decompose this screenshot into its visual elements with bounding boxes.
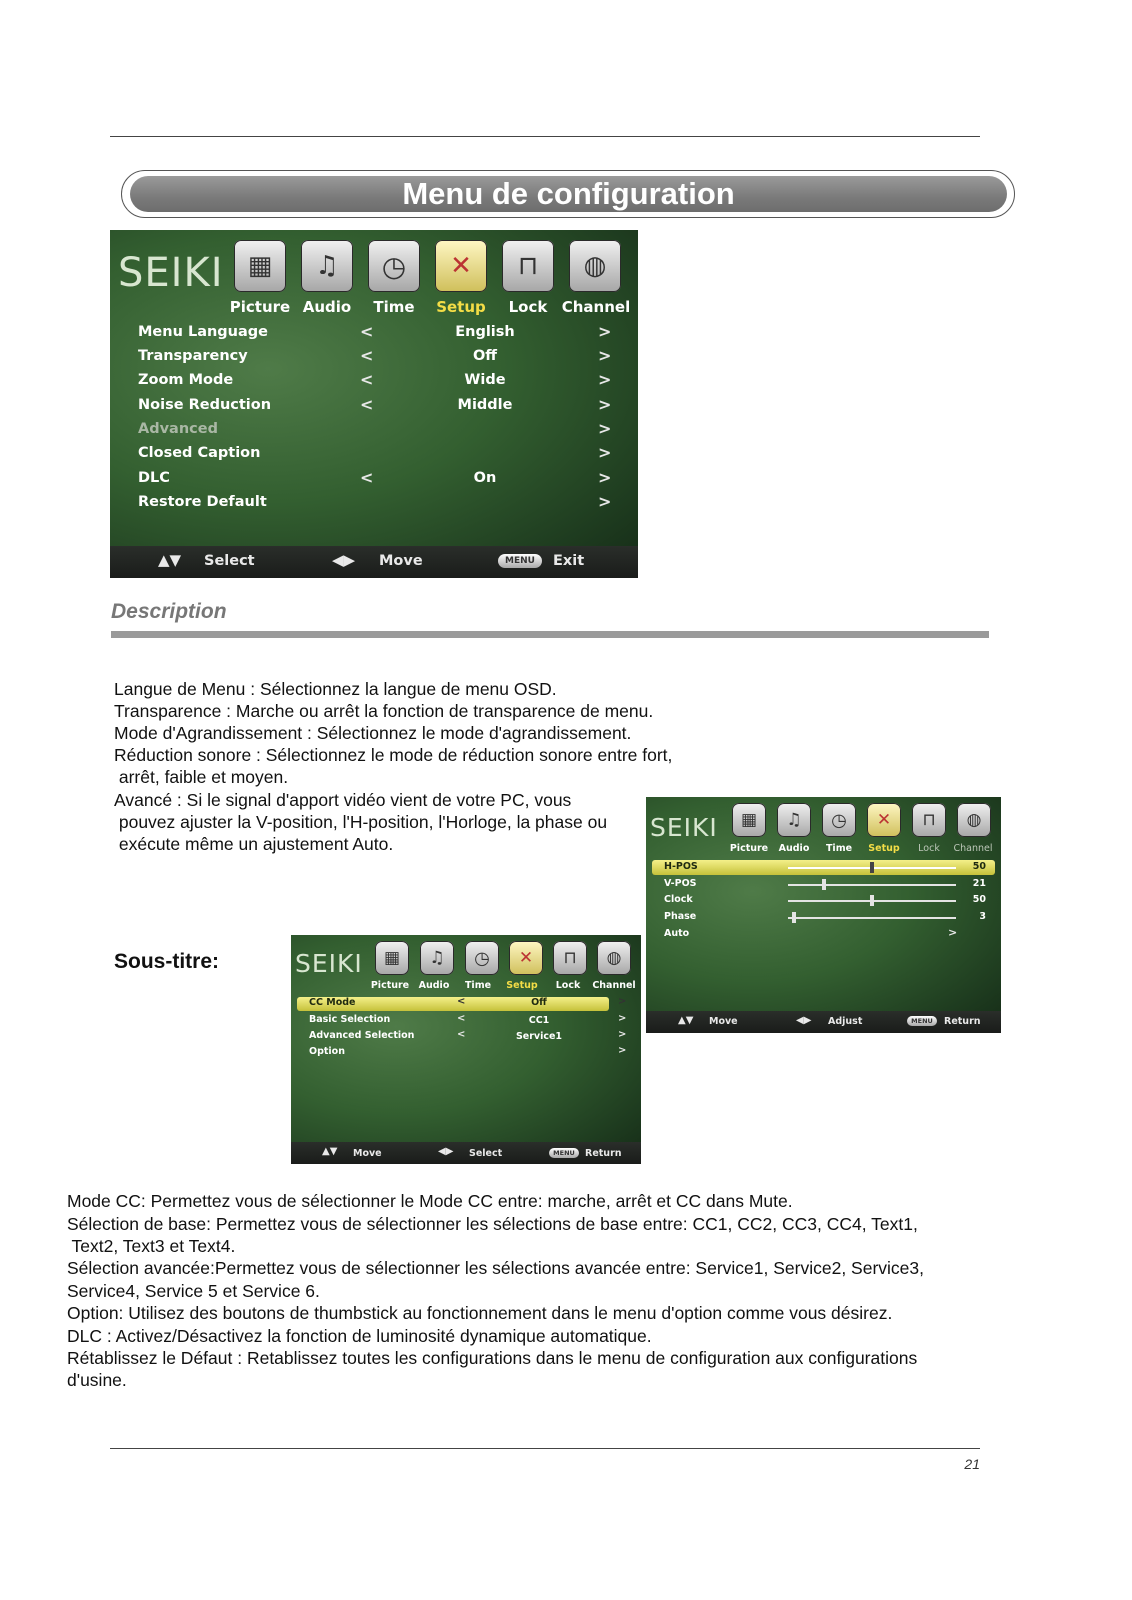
phase-slider-knob xyxy=(792,912,796,923)
left-arrow-icon: < xyxy=(360,395,374,414)
row-auto-label: Auto xyxy=(664,928,690,939)
right-arrow-icon: > xyxy=(598,492,612,511)
row-phase-value: 3 xyxy=(979,911,986,922)
row-advanced-selection-value: Service1 xyxy=(515,1031,563,1042)
row-transparency-value: Off xyxy=(472,348,498,364)
tab-channel: Channel xyxy=(953,843,993,854)
vpos-slider-track xyxy=(788,884,956,886)
seiki-logo: SEIKI xyxy=(118,250,224,296)
left-arrow-icon: < xyxy=(457,1029,466,1040)
right-arrow-icon: > xyxy=(618,1045,627,1056)
left-arrow-icon: < xyxy=(457,996,466,1007)
page-number: 21 xyxy=(964,1456,980,1472)
left-arrow-icon: < xyxy=(360,346,374,365)
right-arrow-icon: > xyxy=(618,1013,627,1024)
explanation-line: Sélection de base: Permettez vous de sélectionner les sélections de base entre: CC1, CC2, CC3, CC4, Text1, xyxy=(67,1214,918,1234)
row-phase-label: Phase xyxy=(664,911,697,922)
clock-slider-knob xyxy=(870,895,874,906)
audio-icon: ♫ xyxy=(301,240,353,292)
tab-setup: Setup xyxy=(436,298,486,316)
vpos-slider-knob xyxy=(822,879,826,890)
tab-channel: Channel xyxy=(561,298,631,316)
left-arrow-icon: < xyxy=(457,1013,466,1024)
advanced-menu-screenshot xyxy=(646,797,1001,1033)
description-line: exécute même un ajustement Auto. xyxy=(114,834,394,854)
row-advanced-selection-label: Advanced Selection xyxy=(309,1030,415,1041)
explanation-line: Text2, Text3 et Text4. xyxy=(67,1236,236,1256)
footer-move: Move xyxy=(709,1016,738,1027)
time-clock-icon: ◷ xyxy=(822,803,856,837)
picture-icon: ▦ xyxy=(234,240,286,292)
tab-picture: Picture xyxy=(729,843,769,854)
tab-audio: Audio xyxy=(302,298,352,316)
left-right-arrows-icon: ◀▶ xyxy=(796,1015,812,1026)
right-arrow-icon: > xyxy=(948,926,958,939)
left-arrow-icon: < xyxy=(360,322,374,341)
subtitle-heading: Sous-titre: xyxy=(114,950,219,973)
footer-select: Select xyxy=(204,553,255,569)
explanation-line: d'usine. xyxy=(67,1370,127,1390)
explanation-line: Service4, Service 5 et Service 6. xyxy=(67,1281,320,1301)
header-rule xyxy=(110,136,980,137)
audio-icon: ♫ xyxy=(420,941,454,975)
row-basic-selection-value: CC1 xyxy=(528,1015,550,1026)
row-zoom-mode-value: Wide xyxy=(464,372,506,388)
tab-picture: Picture xyxy=(370,980,410,991)
footer-rule xyxy=(110,1448,980,1449)
left-right-arrows-icon: ◀▶ xyxy=(438,1146,454,1157)
tab-setup: Setup xyxy=(506,980,538,991)
up-down-arrows-icon: ▲▼ xyxy=(158,551,182,569)
row-advanced-label: Advanced xyxy=(138,421,218,437)
setup-icon: ✕ xyxy=(867,803,901,837)
phase-slider-track xyxy=(788,917,956,919)
tab-lock: Lock xyxy=(555,980,581,991)
time-clock-icon: ◷ xyxy=(465,941,499,975)
description-line: Avancé : Si le signal d'apport vidéo vient de votre PC, vous xyxy=(114,790,572,810)
row-option-label: Option xyxy=(309,1046,345,1057)
setup-menu-screenshot xyxy=(110,230,638,578)
description-line: Mode d'Agrandissement : Sélectionnez le mode d'agrandissement. xyxy=(114,723,632,743)
left-arrow-icon: < xyxy=(360,370,374,389)
description-line: arrêt, faible et moyen. xyxy=(114,767,289,787)
right-arrow-icon: > xyxy=(598,370,612,389)
footer-return: Return xyxy=(944,1016,981,1027)
description-line: Réduction sonore : Sélectionnez le mode de réduction sonore entre fort, xyxy=(114,745,673,765)
explanation-line: Sélection avancée:Permettez vous de sélectionner les sélections avancée entre: Service1, Service2, Service3, xyxy=(67,1258,924,1278)
right-arrow-icon: > xyxy=(598,346,612,365)
footer-exit: Exit xyxy=(553,553,585,569)
tab-lock: Lock xyxy=(918,843,940,854)
description-line: pouvez ajuster la V-position, l'H-position, l'Horloge, la phase ou xyxy=(114,812,608,832)
explanation-line: Rétablissez le Défaut : Retablissez toutes les configurations dans le menu de configuration aux configurations xyxy=(67,1348,918,1368)
lock-icon: ⊓ xyxy=(502,240,554,292)
explanation-line: Option: Utilisez des boutons de thumbstick au fonctionnement dans le menu d'option comme vous désirez. xyxy=(67,1303,893,1323)
tab-time: Time xyxy=(825,843,853,854)
row-cc-mode-label: CC Mode xyxy=(309,997,356,1008)
picture-icon: ▦ xyxy=(732,803,766,837)
channel-satellite-icon: ◍ xyxy=(957,803,991,837)
channel-satellite-icon: ◍ xyxy=(569,240,621,292)
row-menu-language-value: English xyxy=(455,324,515,340)
row-noise-reduction-label: Noise Reduction xyxy=(138,397,272,413)
tab-time: Time xyxy=(464,980,492,991)
description-line: Langue de Menu : Sélectionnez la langue de menu OSD. xyxy=(114,679,557,699)
tab-audio: Audio xyxy=(778,843,810,854)
row-clock-value: 50 xyxy=(972,894,986,905)
footer-move: Move xyxy=(353,1148,382,1159)
footer-select: Select xyxy=(469,1148,503,1159)
row-basic-selection-label: Basic Selection xyxy=(309,1014,391,1025)
row-dlc-value: On xyxy=(473,470,497,486)
picture-icon: ▦ xyxy=(375,941,409,975)
setup-icon: ✕ xyxy=(509,941,543,975)
hpos-slider-knob xyxy=(870,862,874,873)
row-dlc-label: DLC xyxy=(138,470,170,486)
right-arrow-icon: > xyxy=(598,468,612,487)
row-vpos-label: V-POS xyxy=(664,878,697,889)
setup-icon: ✕ xyxy=(435,240,487,292)
audio-icon: ♫ xyxy=(777,803,811,837)
seiki-logo: SEIKI xyxy=(650,813,718,842)
menu-button-icon: MENU xyxy=(549,1148,579,1158)
channel-satellite-icon: ◍ xyxy=(597,941,631,975)
time-clock-icon: ◷ xyxy=(368,240,420,292)
left-right-arrows-icon: ◀▶ xyxy=(332,551,356,569)
row-restore-default-label: Restore Default xyxy=(138,494,267,510)
row-cc-mode-value: Off xyxy=(531,997,547,1008)
footer-adjust: Adjust xyxy=(828,1016,863,1027)
row-closed-caption-label: Closed Caption xyxy=(138,445,261,461)
osd-footer xyxy=(110,546,638,578)
tab-picture: Picture xyxy=(229,298,291,316)
osd-footer xyxy=(291,1142,641,1164)
description-line: Transparence : Marche ou arrêt la fonction de transparence de menu. xyxy=(114,701,654,721)
right-arrow-icon: > xyxy=(598,419,612,438)
seiki-logo: SEIKI xyxy=(295,949,363,978)
menu-button-icon: MENU xyxy=(498,554,542,568)
description-heading: Description xyxy=(111,600,227,623)
right-arrow-icon: > xyxy=(598,443,612,462)
footer-return: Return xyxy=(585,1148,622,1159)
tab-channel: Channel xyxy=(592,980,636,991)
explanation-line: DLC : Activez/Désactivez la fonction de luminosité dynamique automatique. xyxy=(67,1326,652,1346)
row-menu-language-label: Menu Language xyxy=(138,324,269,340)
menu-button-icon: MENU xyxy=(907,1016,937,1026)
row-vpos-value: 21 xyxy=(972,878,986,889)
row-hpos-value: 50 xyxy=(972,861,986,872)
explanation-line: Mode CC: Permettez vous de sélectionner le Mode CC entre: marche, arrêt et CC dans Mute. xyxy=(67,1191,793,1211)
lock-icon: ⊓ xyxy=(553,941,587,975)
row-zoom-mode-label: Zoom Mode xyxy=(138,372,234,388)
description-divider xyxy=(111,631,989,638)
right-arrow-icon: > xyxy=(618,1029,627,1040)
tab-lock: Lock xyxy=(508,298,548,316)
tab-time: Time xyxy=(373,298,415,316)
osd-footer xyxy=(646,1011,1001,1033)
right-arrow-icon: > xyxy=(598,395,612,414)
tab-audio: Audio xyxy=(418,980,450,991)
tab-setup: Setup xyxy=(868,843,900,854)
lock-icon: ⊓ xyxy=(912,803,946,837)
up-down-arrows-icon: ▲▼ xyxy=(678,1015,694,1026)
left-arrow-icon: < xyxy=(360,468,374,487)
row-noise-reduction-value: Middle xyxy=(457,397,513,413)
closed-caption-menu-screenshot xyxy=(291,935,641,1164)
row-transparency-label: Transparency xyxy=(138,348,248,364)
footer-move: Move xyxy=(379,553,423,569)
right-arrow-icon: > xyxy=(618,996,627,1007)
up-down-arrows-icon: ▲▼ xyxy=(322,1146,338,1157)
page-title: Menu de configuration xyxy=(402,176,735,211)
row-hpos-label: H-POS xyxy=(664,861,698,872)
right-arrow-icon: > xyxy=(598,322,612,341)
row-clock-label: Clock xyxy=(664,894,693,905)
